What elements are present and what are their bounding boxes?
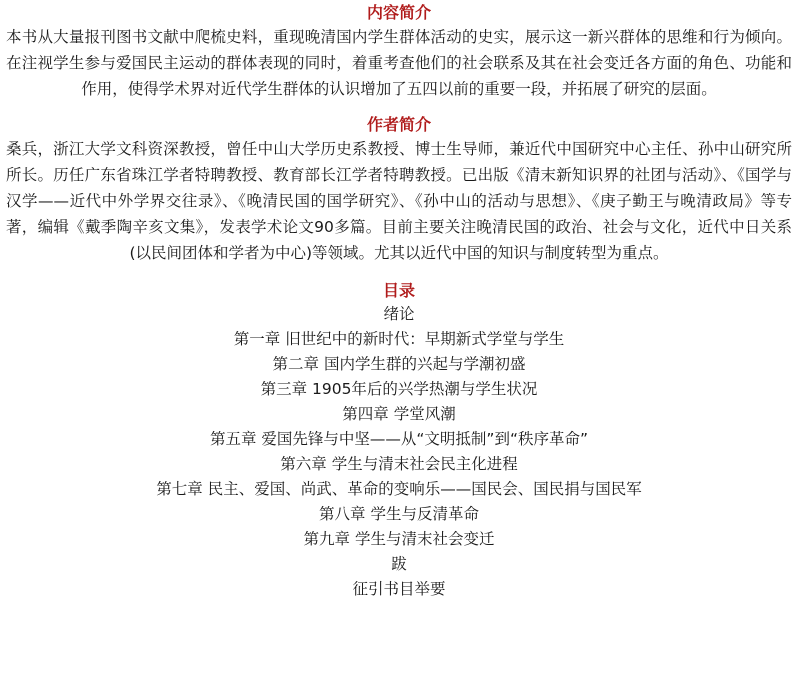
toc-item: 第四章 学堂风潮	[342, 405, 456, 423]
intro-heading: 内容简介	[366, 3, 431, 22]
intro-text: 本书从大量报刊图书文献中爬梳史料，重现晚清国内学生群体活动的史实，展示这一新兴群体的思维和行为倾向。在注视学生参与爱国民主运动的群体表现的同时，着重考查他们的社会联系及其在社会变迁各方面的角色、功能和作用，使得学术界对近代学生群体的认识增加了五四以前的重要一段，并拓展了研究的层面。	[6, 28, 792, 98]
toc-item: 第九章 学生与清末社会变迁	[303, 530, 495, 548]
toc-item: 第一章 旧世纪中的新时代：早期新式学堂与学生	[233, 330, 565, 348]
toc-item: 第六章 学生与清末社会民主化进程	[280, 455, 518, 473]
toc-item: 征引书目举要	[352, 580, 446, 598]
spacer	[6, 266, 792, 280]
toc-item: 第七章 民主、爱国、尚武、革命的变响乐——国民会、国民捐与国民军	[156, 480, 642, 498]
toc-item: 绪论	[383, 305, 415, 323]
toc-item: 第三章 1905年后的兴学热潮与学生状况	[260, 380, 538, 398]
toc-item: 第五章 爱国先锋与中坚——从“文明抵制”到“秩序革命”	[209, 430, 589, 448]
toc-item: 跋	[391, 555, 407, 573]
toc-item: 第二章 国内学生群的兴起与学潮初盛	[272, 355, 526, 373]
toc-heading: 目录	[382, 281, 415, 300]
toc-list	[6, 302, 792, 602]
author-text: 桑兵，浙江大学文科资深教授，曾任中山大学历史系教授、博士生导师，兼近代中国研究中心主任、孙中山研究所所长。历任广东省珠江学者特聘教授、教育部长江学者特聘教授。已出版《清末新知识界的社团与活动》、《国学与汉学——近代中外学界交往录》、《晚清民国的国学研究》、《孙中山的活动与思想》、《庚子勤王与晚清政局》等专著，编辑《戴季陶辛亥文集》，发表学术论文90多篇。目前主要关注晚清民国的政治、社会与文化，近代中日关系(以民间团体和学者为中心)等领域。尤其以近代中国的知识与制度转型为重点。	[6, 140, 792, 262]
spacer	[6, 102, 792, 114]
toc-item: 第八章 学生与反清革命	[319, 505, 479, 523]
author-heading: 作者简介	[366, 115, 431, 134]
